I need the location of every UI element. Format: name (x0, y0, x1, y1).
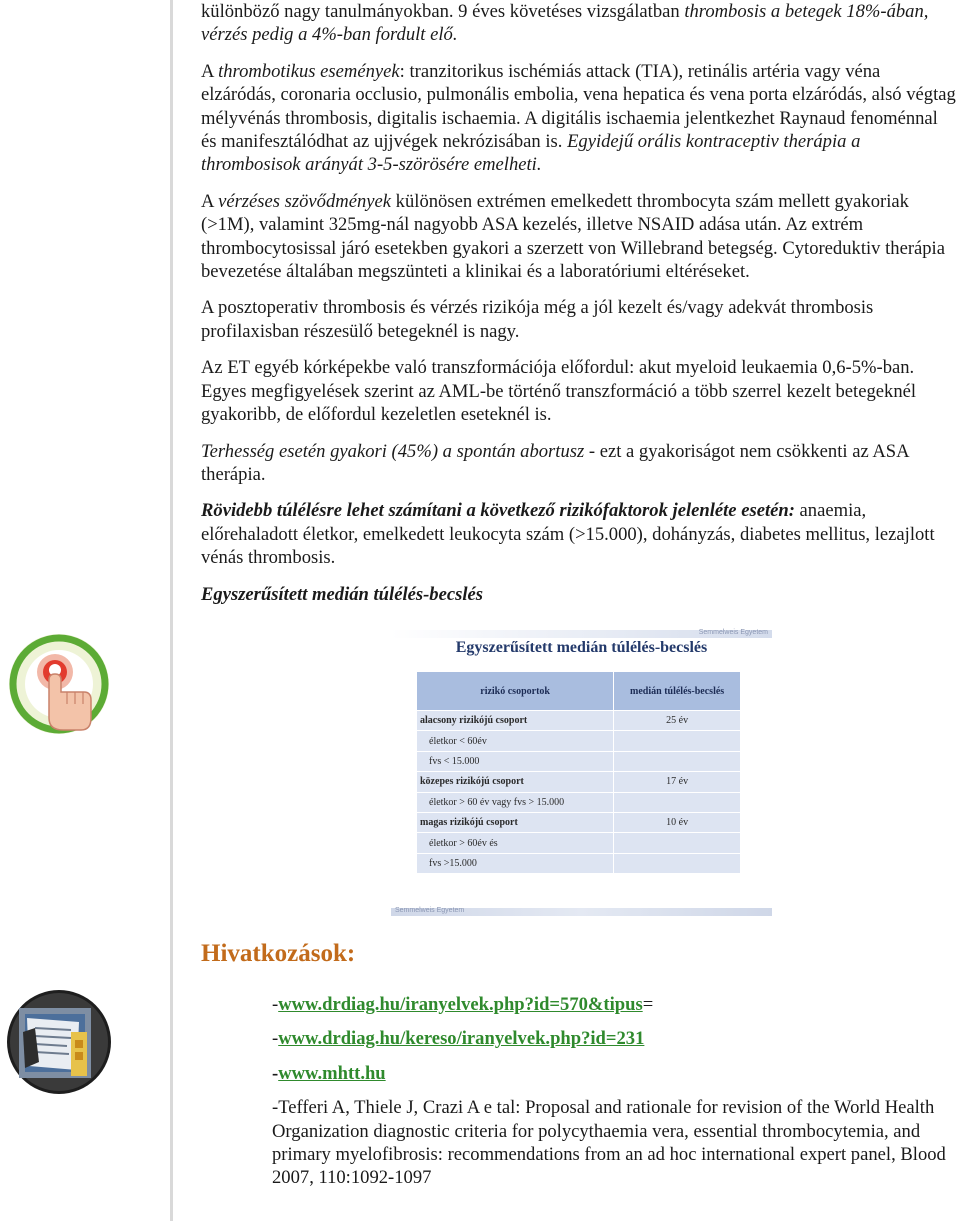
paragraph-pregnancy (201, 440, 956, 487)
term-thrombotic-events: thrombotikus események (218, 60, 400, 82)
slide-footer-bar (391, 908, 772, 916)
table-row (417, 711, 741, 731)
table-cell: magas rizikójú csoport (417, 812, 614, 832)
text-run-italic: thrombosis a betegek 18%-ában, vérzés pedig a 4%-ban fordult elő. (201, 1, 929, 46)
table-cell: közepes rizikójú csoport (417, 772, 614, 792)
table-cell (614, 751, 741, 771)
reference-item (272, 1027, 956, 1050)
table-cell: fvs >15.000 (417, 853, 614, 873)
reference-prefix: - (272, 1028, 279, 1050)
table-cell (614, 853, 741, 873)
table-header: rizikó csoportok (417, 672, 614, 711)
paragraph-bleeding-complications (201, 190, 956, 284)
references-heading: Hivatkozások: (201, 940, 356, 967)
text-run: anaemia, előrehaladott életkor, emelkedett leukocyta szám (>15.000), dohányzás, diabetes mellitus, lezajlott vénás thrombosis. (201, 500, 935, 569)
reference-suffix: = (642, 994, 654, 1015)
hand-press-button-icon (5, 630, 113, 738)
slide-brand-bottom: Semmelweis Egyetem (395, 907, 465, 914)
paragraph-thrombosis-study (201, 0, 956, 47)
table-cell: életkor > 60 év vagy fvs > 15.000 (417, 792, 614, 812)
reference-item (272, 1062, 956, 1085)
references-list (272, 993, 956, 1201)
text-run: A (201, 190, 219, 212)
reference-prefix: - (272, 1062, 279, 1084)
term-bleeding-complications: vérzéses szövődmények (218, 190, 392, 212)
text-run: különösen extrémen emelkedett thrombocyta szám mellett gyakoriak (>1M), valamint 325mg-nál nagyobb ASA kezelés, illetve NSAID adása után. Az extrém thrombocytosissal járó esetekben gyakori a szerzett von Willebrand betegség. Cytoreduktiv therápia bevezetése általában megszünteti a klinikai és a laboratóriumi eltéréseket. (201, 190, 945, 283)
table-row (417, 853, 741, 873)
table-cell: fvs < 15.000 (417, 751, 614, 771)
table-row (417, 731, 741, 751)
slide-brand-top: Semmelweis Egyetem (698, 629, 768, 636)
reference-item (272, 993, 956, 1016)
table-header-row (417, 672, 741, 711)
book-pages-icon (5, 988, 113, 1096)
slide-title: Egyszerűsített medián túlélés-becslés (455, 639, 708, 656)
section-label-survival: Egyszerűsített medián túlélés-becslés (201, 583, 483, 605)
table-cell: 25 év (614, 711, 741, 731)
paragraph-transformation: Az ET egyéb kórképekbe való transzformációja előfordul: akut myeloid leukaemia 0,6-5%-ban. Egyes megfigyelések szerint az AML-be történő transzformáció a több szerrel kezelt betegeknél gyakoribb, de előfordul kezeletlen eseteknél is. (201, 357, 917, 426)
paragraph-risk-factors (201, 499, 956, 569)
reference-link[interactable]: www.mhtt.hu (278, 1062, 386, 1084)
table-cell: életkor > 60év és (417, 833, 614, 853)
table-row (417, 751, 741, 771)
reference-link[interactable]: www.drdiag.hu/iranyelvek.php?id=570&tipus (278, 994, 643, 1015)
text-run: : tranzitorikus ischémiás attack (TIA), retinális artéria vagy véna elzáródás, coronaria occlusio, pulmonális embolia, vena hepatica és vena porta elzáródás, alsó végtag mélyvénás thrombosis, digitalis ischaemia. A digitális ischaemia jelentkezhet Raynaud fenoménnal és manifesztálódhat az ujjvégek nekrózisában is. (201, 60, 956, 153)
survival-estimate-slide (391, 630, 772, 916)
table-cell: 17 év (614, 772, 741, 792)
reference-prefix: - (272, 994, 279, 1015)
table-header: medián túlélés-becslés (614, 672, 741, 711)
table-row (417, 792, 741, 812)
reference-link[interactable]: www.drdiag.hu/kereso/iranyelvek.php?id=231 (278, 1028, 645, 1050)
table-cell: életkor < 60év (417, 731, 614, 751)
reference-citation: -Tefferi A, Thiele J, Crazi A e tal: Proposal and rationale for revision of the World Health Organization diagnostic criteria for polycythaemia vera, essential thrombocytemia, and primary myelofibrosis: recommendations from an ad hoc international expert panel, Blood 2007, 110:1092-1097 (272, 1097, 946, 1189)
main-text (201, 0, 956, 606)
table-cell (614, 792, 741, 812)
table-cell: alacsony rizikójú csoport (417, 711, 614, 731)
table-row (417, 772, 741, 792)
paragraph-thrombotic-events (201, 60, 956, 177)
table-cell: 10 év (614, 812, 741, 832)
table-cell (614, 833, 741, 853)
table-cell (614, 731, 741, 751)
page-margin-rule (170, 0, 173, 1221)
slide-header-bar (391, 630, 772, 638)
text-run: - ezt a gyakoriságot nem csökkenti az ASA therápia. (201, 440, 909, 485)
text-run: A (201, 60, 219, 82)
text-run-italic: Egyidejű orális kontraceptiv therápia a thrombosisok arányát 3-5-szörösére emelheti. (201, 131, 861, 176)
text-run-bold-italic: Rövidebb túlélésre lehet számítani a következő rizikófaktorok jelenléte esetén: (201, 500, 795, 522)
table-row (417, 812, 741, 832)
text-run: különböző nagy tanulmányokban. 9 éves követéses vizsgálatban (201, 1, 685, 22)
text-run-italic: Terhesség esetén gyakori (45%) a spontán abortusz (201, 440, 585, 462)
paragraph-postoperative-risk: A posztoperativ thrombosis és vérzés rizikója még a jól kezelt és/vagy adekvát thrombosis profilaxisban részesülő betegeknél is nagy. (201, 297, 874, 342)
table-row (417, 833, 741, 853)
survival-table (416, 671, 741, 874)
